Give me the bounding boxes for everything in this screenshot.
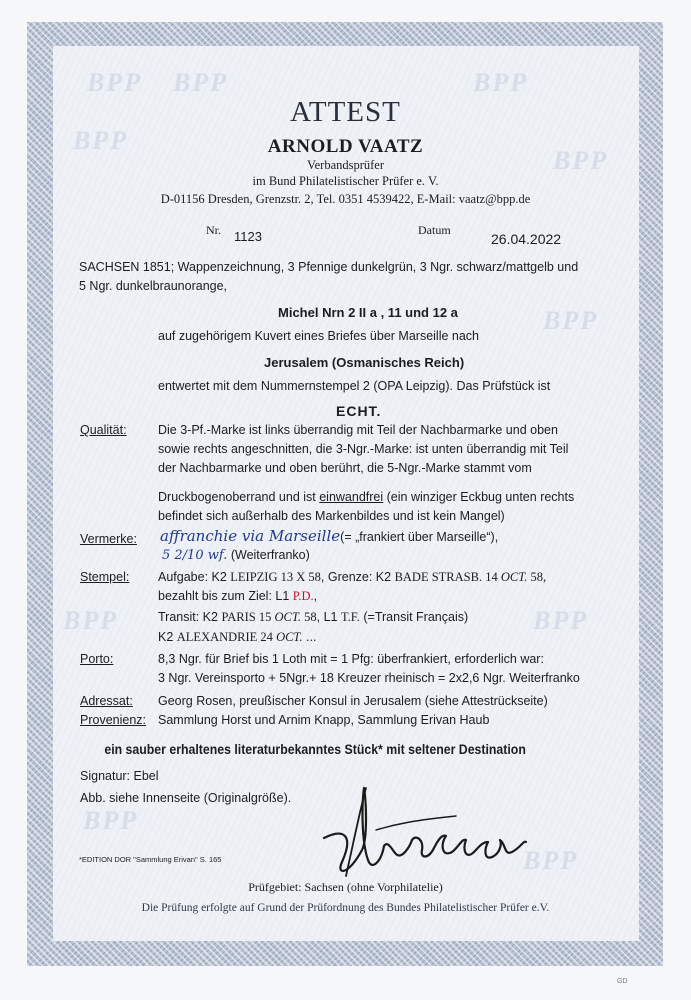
stempel-line-2 <box>158 589 317 604</box>
stempel-4c: OCT. <box>276 630 303 644</box>
vermerk-handstamp-2: 5 2/10 wf. <box>162 548 228 563</box>
watermark-bpp: BPP <box>473 68 529 97</box>
watermark-bpp: BPP <box>553 146 609 175</box>
stempel-3a: Transit: K2 <box>158 610 222 624</box>
nr-label: Nr. <box>206 223 221 237</box>
stempel-pd: P.D. <box>292 589 314 603</box>
qualitaet-line-4 <box>158 490 574 504</box>
disclaimer-line: Die Prüfung erfolgte auf Grund der Prüfordnung des Bundes Philatelistischer Prüfer e.V. <box>141 902 550 914</box>
edition-footnote: *EDITION DOR "Sammlung Erivan" S. 165 <box>79 855 222 864</box>
watermark-bpp: BPP <box>63 606 119 635</box>
adressat-text: Georg Rosen, preußischer Konsul in Jerusalem (siehe Attestrückseite) <box>158 694 548 708</box>
vermerk-text-2: (Weiterfranko) <box>230 548 310 562</box>
stempel-3c: OCT. <box>274 610 302 624</box>
attest-title: ATTEST <box>290 96 401 128</box>
qualitaet-label: Qualität: <box>80 423 127 437</box>
date-value: 26.04.2022 <box>491 231 562 247</box>
stempel-3g: (=Transit Français) <box>359 610 469 624</box>
stempel-line-1 <box>158 570 546 585</box>
stempel-1e: OCT. <box>500 570 528 584</box>
body-line-4: entwertet mit dem Nummernstempel 2 (OPA Leipzig). Das Prüfstück ist <box>158 379 551 393</box>
provenienz-label: Provenienz: <box>80 713 147 727</box>
stempel-4a: K2 <box>158 630 177 644</box>
vermerke-line-1 <box>160 527 498 545</box>
watermark-bpp: BPP <box>73 126 129 155</box>
watermark-bpp: BPP <box>87 68 143 97</box>
stempel-line-4 <box>158 630 316 645</box>
vermerke-line-2 <box>162 548 310 563</box>
summary-line: ein sauber erhaltenes literaturbekanntes Stück* mit seltener Destination <box>104 742 526 757</box>
qualitaet-line-5: befindet sich außerhalb des Markenbildes und ist kein Mangel) <box>158 509 505 523</box>
watermark-bpp: BPP <box>543 306 599 335</box>
stempel-line-3 <box>158 610 468 625</box>
stempel-1b: LEIPZIG 13 X 58 <box>230 570 321 584</box>
header-line-1: Verbandsprüfer <box>306 158 385 172</box>
watermark-bpp: BPP <box>83 806 139 835</box>
stempel-3f: T.F. <box>340 610 360 624</box>
watermark-bpp: BPP <box>173 68 229 97</box>
michel-numbers: Michel Nrn 2 II a , 11 und 12 a <box>278 305 458 320</box>
pruefgebiet-line: Prüfgebiet: Sachsen (ohne Vorphilatelie) <box>248 880 443 894</box>
stempel-label: Stempel: <box>80 570 130 584</box>
vermerk-text-1: (= „frankiert über Marseille“), <box>340 530 499 544</box>
porto-line-1: 8,3 Ngr. für Brief bis 1 Loth mit = 1 Pfg: überfrankiert, erforderlich war: <box>158 652 544 666</box>
stempel-1f: 58, <box>527 570 547 584</box>
stempel-1c: , Grenze: K2 <box>320 570 395 584</box>
qualitaet-line-4a: Druckbogenoberrand und ist <box>158 490 320 504</box>
qualitaet-line-1: Die 3-Pf.-Marke ist links überrandig mit Teil der Nachbarmarke und oben <box>158 423 558 437</box>
stempel-2c: , <box>313 589 318 603</box>
stempel-3d: 58 <box>301 610 317 624</box>
stempel-4d: ... <box>302 630 317 644</box>
examiner-name: ARNOLD VAATZ <box>267 136 424 157</box>
stempel-3b: PARIS 15 <box>221 610 275 624</box>
footer-logo: GD <box>617 978 628 985</box>
watermark-bpp: BPP <box>533 606 589 635</box>
watermark-bpp: BPP <box>523 846 579 875</box>
vermerke-label: Vermerke: <box>80 532 137 546</box>
qualitaet-line-4c: (ein winziger Eckbug unten rechts <box>383 490 575 504</box>
provenienz-text: Sammlung Horst und Arnim Knapp, Sammlung Erivan Haub <box>158 713 490 727</box>
body-line-2: 5 Ngr. dunkelbraunorange, <box>79 279 228 293</box>
stempel-1a: Aufgabe: K2 <box>158 570 231 584</box>
header-address: D-01156 Dresden, Grenzstr. 2, Tel. 0351 4539422, E-Mail: vaatz@bpp.de <box>160 192 531 206</box>
porto-label: Porto: <box>80 652 114 666</box>
abbildung-line: Abb. siehe Innenseite (Originalgröße). <box>80 791 292 805</box>
stempel-4b: ALEXANDRIE 24 <box>176 630 277 644</box>
echt-verdict: ECHT. <box>336 403 382 419</box>
einwandfrei-word: einwandfrei <box>319 490 384 504</box>
qualitaet-line-2: sowie rechts angeschnitten, die 3-Ngr.-Marke: ist unten überrandig mit Teil <box>158 442 569 456</box>
body-line-3: auf zugehörigem Kuvert eines Briefes über Marseille nach <box>158 329 480 343</box>
nr-value: 1123 <box>234 229 262 244</box>
signatur-line: Signatur: Ebel <box>80 769 159 783</box>
qualitaet-line-3: der Nachbarmarke und oben berührt, die 5-Ngr.-Marke stammt vom <box>158 461 532 475</box>
vermerk-handstamp-1: affranchie via Marseille <box>160 527 341 545</box>
stempel-3e: , L1 <box>316 610 341 624</box>
adressat-label: Adressat: <box>80 694 133 708</box>
body-line-1: SACHSEN 1851; Wappenzeichnung, 3 Pfennige dunkelgrün, 3 Ngr. schwarz/mattgelb und <box>79 260 579 274</box>
examiner-signature <box>306 780 531 890</box>
stempel-2a: bezahlt bis zum Ziel: L1 <box>158 589 293 603</box>
date-label: Datum <box>418 223 451 237</box>
porto-line-2: 3 Ngr. Vereinsporto + 5Ngr.+ 18 Kreuzer rheinisch = 2x2,6 Ngr. Weiterfranko <box>158 671 580 685</box>
stempel-1d: BADE STRASB. 14 <box>394 570 501 584</box>
header-line-2: im Bund Philatelistischer Prüfer e. V. <box>252 174 439 188</box>
destination: Jerusalem (Osmanisches Reich) <box>264 355 465 370</box>
